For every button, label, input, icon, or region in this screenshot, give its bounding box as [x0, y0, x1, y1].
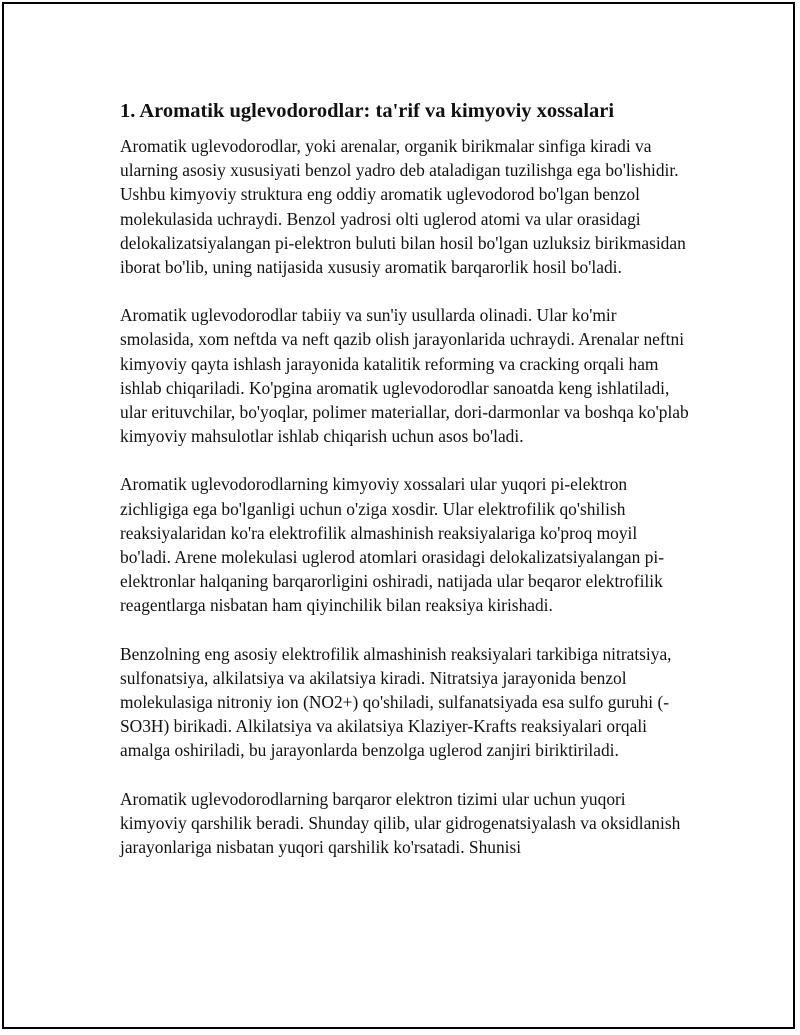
paragraph-3: Aromatik uglevodorodlarning kimyoviy xossalari ular yuqori pi-elektron zichligiga ega bo'lganligi uchun o'ziga xosdir. Ular elektrofilik qo'shilish reaksiyalaridan ko'ra elektrofilik almashinish reaksiyalariga ko'proq moyil bo'ladi. Arene molekulasi uglerod atomlari orasidagi delokalizatsiyalangan pi-elektronlar halqaning barqarorligini oshiradi, natijada ular beqaror elektrofilik reagentlarga nisbatan ham qiyinchilik bilan reaksiya kirishadi. [120, 474, 665, 616]
paragraph-2: Aromatik uglevodorodlar tabiiy va sun'iy usullarda olinadi. Ular ko'mir smolasida, xom neftda va neft qazib olish jarayonlarida uchraydi. Arenalar neftni kimyoviy qayta ishlash jarayonida katalitik reforming va cracking orqali ham ishlab chiqariladi. Ko'pgina aromatik uglevodorodlar sanoatda keng ishlatiladi, ular erituvchilar, bo'yoqlar, polimer materiallar, dori-darmonlar va boshqa ko'plab kimyoviy mahsulotlar ishlab chiqarish uchun asos bo'ladi. [120, 305, 689, 447]
document-body [120, 98, 692, 883]
section-heading: 1. Aromatik uglevodorodlar: ta'rif va kimyoviy xossalari [120, 100, 615, 122]
paragraph-1: Aromatik uglevodorodlar, yoki arenalar, organik birikmalar sinfiga kiradi va ularning asosiy xususiyati benzol yadro deb ataladigan tuzilishga ega bo'lishidir. Ushbu kimyoviy struktura eng oddiy aromatik uglevodorod bo'lgan benzol molekulasida uchraydi. Benzol yadrosi olti uglerod atomi va ular orasidagi delokalizatsiyalangan pi-elektron buluti bilan hosil bo'lgan uzluksiz birikmasidan iborat bo'lib, uning natijasida xususiy aromatik barqarorlik hosil bo'ladi. [120, 136, 686, 278]
paragraph-5: Aromatik uglevodorodlarning barqaror elektron tizimi ular uchun yuqori kimyoviy qarshilik beradi. Shunday qilib, ular gidrogenatsiyalash va oksidlanish jarayonlariga nisbatan yuqori qarshilik ko'rsatadi. Shunisi [120, 788, 681, 858]
paragraph-4: Benzolning eng asosiy elektrofilik almashinish reaksiyalari tarkibiga nitratsiya, sulfonatsiya, alkilatsiya va akilatsiya kiradi. Nitratsiya jarayonida benzol molekulasiga nitroniy ion (NO2+) qo'shiladi, sulfanatsiyada esa sulfo guruhi (-SO3H) birikadi. Alkilatsiya va akilatsiya Klaziyer-Krafts reaksiyalari orqali amalga oshiriladi, bu jarayonlarda benzolga uglerod zanjiri biriktiriladi. [120, 643, 672, 761]
document-page [2, 2, 795, 1029]
